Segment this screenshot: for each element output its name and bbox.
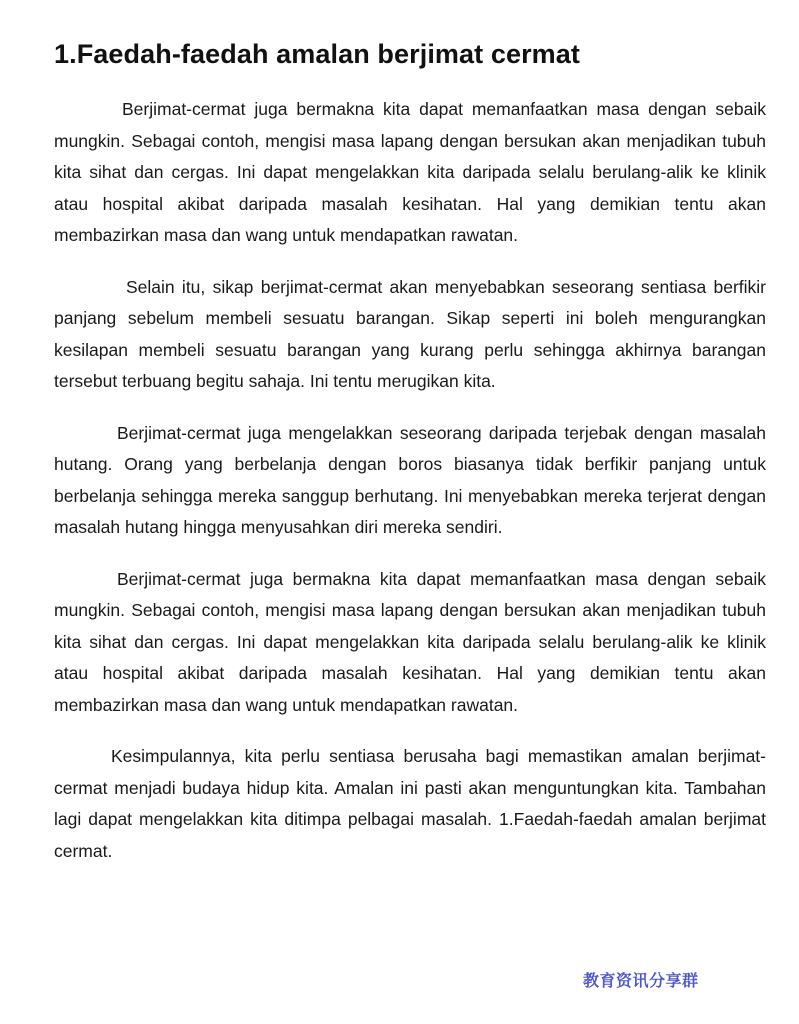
paragraph-careful-buying: Selain itu, sikap berjimat-cermat akan menyebabkan seseorang sentiasa berfikir panjang sebelum membeli sesuatu barangan. Sikap seperti ini boleh mengurangkan kesilapan membeli sesuatu barangan yang kurang perlu sehingga akhirnya barangan tersebut terbuang begitu sahaja. Ini tentu merugikan kita. bbox=[54, 276, 766, 391]
document-title: 1.Faedah-faedah amalan berjimat cermat bbox=[54, 39, 581, 69]
paragraph-conclusion: Kesimpulannya, kita perlu sentiasa berusaha bagi memastikan amalan berjimat- cermat menjadi budaya hidup kita. Amalan ini pasti akan menguntungkan kita. Tambahan lagi dapat mengelakkan kita ditimpa pelbagai masalah. 1.Faedah-faedah amalan berjimat cermat. bbox=[54, 746, 766, 861]
watermark-text: 教育资讯分享群 bbox=[583, 971, 699, 990]
paragraph-time-management-repeat: Berjimat-cermat juga bermakna kita dapat memanfaatkan masa dengan sebaik mungkin. Sebagai contoh, mengisi masa lapang dengan bersukan akan menjadikan tubuh kita sihat dan cergas. Ini dapat mengelakkan kita daripada selalu berulang-alik ke klinik atau hospital akibat daripada masalah kesihatan. Hal yang demikian tentu akan membazirkan masa dan wang untuk mendapatkan rawatan. bbox=[54, 568, 766, 715]
paragraph-time-management: Berjimat-cermat juga bermakna kita dapat memanfaatkan masa dengan sebaik mungkin. Sebagai contoh, mengisi masa lapang dengan bersukan akan menjadikan tubuh kita sihat dan cergas. Ini dapat mengelakkan kita daripada selalu berulang-alik ke klinik atau hospital akibat daripada masalah kesihatan. Hal yang demikian tentu akan membazirkan masa dan wang untuk mendapatkan rawatan. bbox=[54, 99, 766, 245]
paragraph-avoid-debt: Berjimat-cermat juga mengelakkan seseorang daripada terjebak dengan masalah hutang. Orang yang berbelanja dengan boros biasanya tidak berfikir panjang untuk berbelanja sehingga mereka sanggup berhutang. Ini menyebabkan mereka terjerat dengan masalah hutang hingga menyusahkan diri mereka sendiri. bbox=[54, 422, 766, 537]
document-page bbox=[54, 34, 766, 887]
